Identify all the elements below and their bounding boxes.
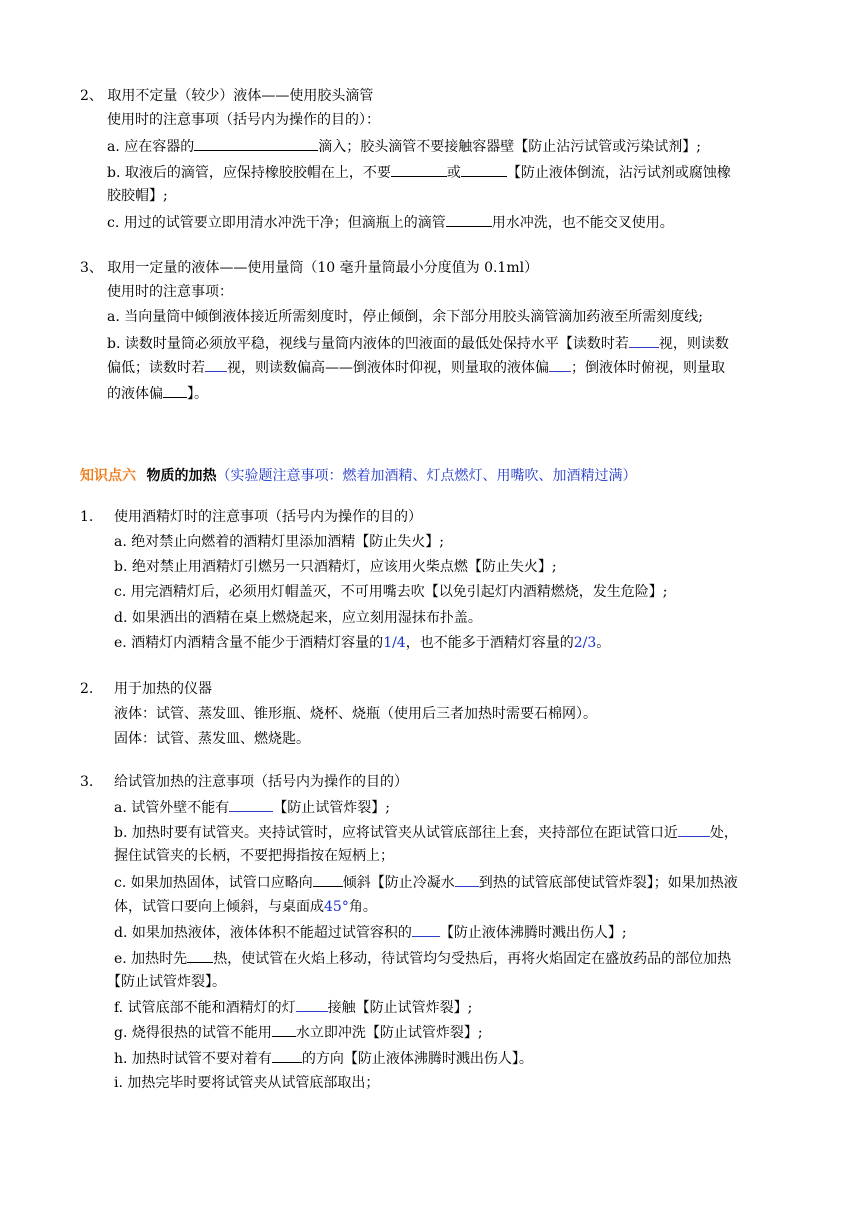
item-2-solid: 固体：试管、蒸发皿、燃烧匙。	[114, 731, 310, 747]
answer-blank	[461, 162, 507, 177]
answer-blank	[187, 948, 213, 963]
text-segment: c. 用过的试管要立即用清水冲洗干净；但滴瓶上的滴管	[107, 215, 446, 231]
text-segment: a. 试管外壁不能有	[114, 800, 230, 816]
section-3-title: 3、 取用一定量的液体——使用量筒（10 毫升量筒最小分度值为 0.1ml）	[80, 260, 539, 276]
text-segment: 。	[596, 635, 611, 651]
section-3-item-a: a. 当向量筒中倾倒液体接近所需刻度时，停止倾倒，余下部分用胶头滴管滴加药液至所需刻度线;	[107, 309, 703, 325]
section-3-item-b-cont1	[107, 357, 725, 378]
answer-blank	[412, 922, 440, 937]
knowledge-point-label: 知识点六	[80, 468, 136, 484]
answer-blank	[446, 212, 492, 227]
item-3-h	[114, 1048, 533, 1069]
item-1-d: d. 如果洒出的酒精在桌上燃烧起来，应立刻用湿抹布扑盖。	[114, 610, 482, 626]
item-3-e-cont: 【防止试管炸裂】。	[107, 974, 226, 990]
section-2-item-b-cont: 胶胶帽】;	[107, 188, 168, 204]
answer-blank	[194, 136, 318, 151]
text-segment: 体，试管口要向上倾斜，与桌面成	[114, 899, 324, 915]
text-segment: c. 如果加热固体，试管口应略向	[114, 875, 313, 891]
text-segment: 到热的试管底部使试管炸裂】；如果加热液	[478, 875, 738, 891]
answer-blank	[296, 997, 328, 1012]
answer-blank	[313, 872, 343, 887]
text-segment: 处，	[709, 825, 738, 841]
knowledge-point-heading	[80, 466, 636, 486]
text-segment: 】。	[187, 386, 208, 402]
item-1-c: c. 用完酒精灯后，必须用灯帽盖灭，不可用嘴去吹【以免引起灯内酒精燃烧，发生危险】;	[114, 584, 668, 600]
text-segment: 的方向【防止液体沸腾时溅出伤人】。	[301, 1051, 533, 1067]
text-segment: a. 应在容器的	[107, 139, 195, 155]
item-3-i: i. 加热完毕时要将试管夹从试管底部取出；	[114, 1075, 380, 1091]
text-segment: h. 加热时试管不要对着有	[114, 1051, 272, 1067]
item-3-number: 3.	[80, 774, 94, 790]
item-3-b	[114, 822, 738, 843]
item-3-f	[114, 997, 472, 1018]
section-2-title: 2、 取用不定量（较少）液体——使用胶头滴管	[80, 88, 374, 104]
item-1-title: 使用酒精灯时的注意事项（括号内为操作的目的）	[114, 509, 422, 525]
text-segment: 用水冲洗，也不能交叉使用。	[491, 215, 674, 231]
text-segment: 2/3	[573, 635, 597, 651]
section-3-item-b-cont2	[107, 383, 208, 404]
text-segment: 视，则读数	[658, 336, 729, 352]
item-3-g	[114, 1022, 483, 1043]
item-2-number: 2.	[80, 681, 94, 697]
text-segment: f. 试管底部不能和酒精灯的灯	[114, 1000, 296, 1016]
answer-blank	[678, 822, 710, 837]
text-segment: 或	[446, 165, 461, 181]
text-segment: 倾斜【防止冷凝水	[342, 875, 455, 891]
text-segment: 【防止液体沸腾时溅出伤人】;	[439, 925, 627, 941]
text-segment: ，也不能多于酒精灯容量的	[405, 635, 574, 651]
knowledge-point-title: 物质的加热	[146, 468, 217, 484]
section-2-intro: 使用时的注意事项（括号内为操作的目的）：	[107, 112, 380, 128]
item-3-c	[114, 872, 738, 893]
text-segment: 偏低；读数时若	[107, 360, 205, 376]
text-segment: 接触【防止试管炸裂】;	[327, 1000, 473, 1016]
section-3-intro: 使用时的注意事项：	[107, 284, 233, 300]
text-segment: 角。	[348, 899, 377, 915]
text-segment: b. 加热时要有试管夹。夹持试管时，应将试管夹从试管底部往上套，夹持部位在距试管口近	[114, 825, 678, 841]
section-3-item-b	[107, 333, 729, 354]
text-segment: 热，使试管在火焰上移动，待试管均匀受热后，再将火焰固定在盛放药品的部位加热	[213, 951, 732, 967]
answer-blank	[629, 333, 659, 348]
section-2-item-a	[107, 136, 701, 157]
answer-blank	[272, 1022, 296, 1037]
text-segment: ；倒液体时俯视，则量取	[571, 360, 725, 376]
text-segment: b. 读数时量筒必须放平稳，视线与量筒内液体的凹液面的最低处保持水平【读数时若	[107, 336, 629, 352]
item-3-c-cont	[114, 897, 377, 917]
text-segment: e. 酒精灯内酒精含量不能少于酒精灯容量的	[114, 635, 384, 651]
answer-blank	[549, 357, 571, 372]
item-1-a: a. 绝对禁止向燃着的酒精灯里添加酒精【防止失火】;	[114, 534, 444, 550]
item-2-liquid: 液体：试管、蒸发皿、锥形瓶、烧杯、烧瓶（使用后三者加热时需要石棉网）。	[114, 706, 597, 722]
text-segment: 【防止试管炸裂】;	[273, 800, 390, 816]
knowledge-point-note: （实验题注意事项：燃着加酒精、灯点燃灯、用嘴吹、加酒精过满）	[216, 468, 637, 484]
text-segment: b. 取液后的滴管，应保持橡胶胶帽在上，不要	[107, 165, 391, 181]
answer-blank	[229, 797, 273, 812]
item-2-title: 用于加热的仪器	[114, 681, 212, 697]
text-segment: 视，则读数偏高——倒液体时仰视，则量取的液体偏	[227, 360, 549, 376]
answer-blank	[455, 872, 479, 887]
text-segment: 45°	[324, 899, 349, 915]
item-3-d	[114, 922, 627, 943]
text-segment: 的液体偏	[107, 386, 163, 402]
item-1-b: b. 绝对禁止用酒精灯引燃另一只酒精灯，应该用火柴点燃【防止失火】;	[114, 559, 557, 575]
item-1-number: 1.	[80, 509, 94, 525]
answer-blank	[272, 1048, 302, 1063]
text-segment: 水立即冲洗【防止试管炸裂】;	[295, 1025, 483, 1041]
item-3-title: 给试管加热的注意事项（括号内为操作的目的）	[114, 774, 408, 790]
text-segment: 【防止液体倒流，沾污试剂或腐蚀橡	[506, 165, 731, 181]
item-3-b-cont: 握住试管夹的长柄，不要把拇指按在短柄上；	[114, 848, 394, 864]
text-segment: g. 烧得很热的试管不能用	[114, 1025, 272, 1041]
item-3-e	[114, 948, 731, 969]
text-segment: 滴入；胶头滴管不要接触容器壁【防止沾污试管或污染试剂】;	[318, 139, 701, 155]
text-segment: e. 加热时先	[114, 951, 188, 967]
item-3-a	[114, 797, 390, 818]
answer-blank	[391, 162, 447, 177]
answer-blank	[163, 383, 187, 398]
section-2-item-b	[107, 162, 731, 183]
text-segment: 1/4	[383, 635, 406, 651]
item-1-e	[114, 633, 610, 653]
answer-blank	[205, 357, 227, 372]
section-2-item-c	[107, 212, 674, 233]
text-segment: d. 如果加热液体，液体体积不能超过试管容积的	[114, 925, 412, 941]
